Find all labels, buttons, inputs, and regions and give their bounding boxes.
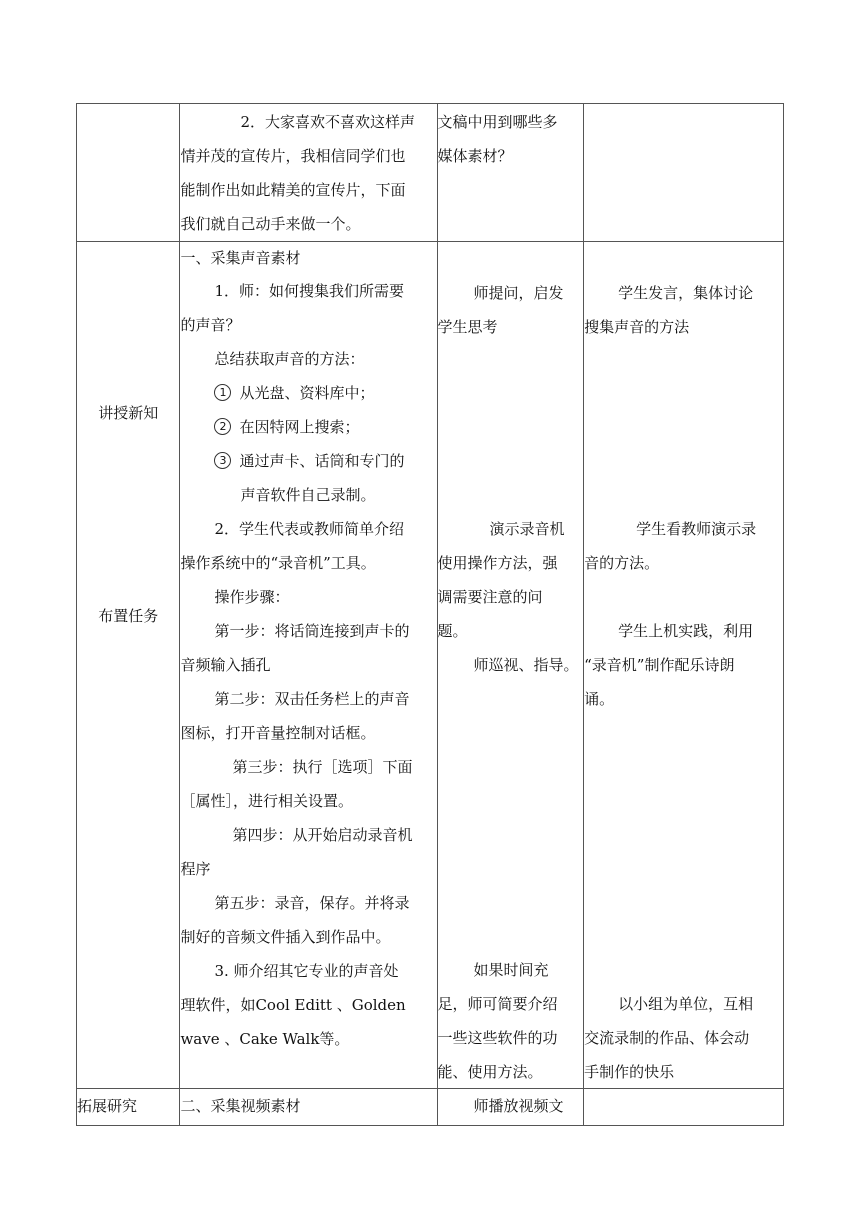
text-line: wave 、Cake Walk等。 — [180, 1030, 350, 1048]
teacher-activity: 师巡视、指导。 — [473, 656, 579, 674]
stage-cell — [77, 1089, 180, 1126]
section-heading: 一、采集声音素材 — [180, 249, 301, 267]
teacher-activity: 演示录音机 使用操作方法，强 调需要注意的问 题。 — [437, 520, 565, 640]
teacher-activity: 师提问，启发 学生思考 — [437, 284, 564, 336]
text-line: 我们就自己动手来做一个。 — [180, 215, 361, 233]
stage-label-task: 布置任务 — [98, 607, 159, 625]
stage-label-extend: 拓展研究 — [77, 1097, 138, 1115]
text-line: 1．师：如何搜集我们所需要 — [214, 282, 404, 300]
student-activity: 学生看教师演示录 音的方法。 — [584, 520, 757, 572]
text-line: 的声音？ — [180, 316, 241, 334]
text-line: 2．学生代表或教师简单介绍 — [214, 520, 404, 538]
lesson-plan-table — [76, 103, 784, 1126]
table-row — [77, 1089, 784, 1126]
teacher-cell — [437, 104, 584, 242]
text-line: 声音软件自己录制。 — [240, 486, 376, 504]
text-line: 第一步：将话筒连接到声卡的 — [214, 622, 410, 640]
content-cell — [180, 1089, 437, 1126]
text-line: 媒体素材？ — [437, 147, 513, 165]
text-line: 理软件，如Cool Editt 、Golden — [180, 996, 406, 1014]
teacher-activity: 如果时间充 足，师可简要介绍 一些这些软件的功 能、使用方法。 — [437, 961, 558, 1081]
table-row — [77, 104, 784, 242]
text-line: 总结获取声音的方法： — [214, 350, 365, 368]
student-activity: 学生上机实践，利用 “录音机”制作配乐诗朗 诵。 — [584, 622, 754, 708]
list-item: 1 从光盘、资料库中； — [180, 376, 436, 410]
text-line: 3. 师介绍其它专业的声音处 — [214, 962, 399, 980]
text-line: ［属性］，进行相关设置。 — [180, 792, 353, 810]
stage-label-teach: 讲授新知 — [98, 404, 159, 422]
text-line: 第四步：从开始启动录音机 — [232, 826, 413, 844]
student-activity: 以小组为单位，互相 交流录制的作品、体会动 手制作的快乐 — [584, 995, 754, 1081]
text-line: 制好的音频文件插入到作品中。 — [180, 928, 391, 946]
circled-number: 2 — [214, 418, 231, 435]
text-line: 第二步：双击任务栏上的声音 — [214, 690, 410, 708]
student-activity: 学生发言，集体讨论 搜集声音的方法 — [584, 284, 754, 336]
text-line: 音频输入插孔 — [180, 656, 271, 674]
list-item: 2 在因特网上搜索； — [180, 410, 436, 444]
content-cell — [180, 242, 437, 1089]
list-item: 3 通过声卡、话筒和专门的 — [180, 444, 436, 478]
text-line: 第三步：执行［选项］下面 — [232, 758, 413, 776]
teacher-activity: 师播放视频文 — [473, 1097, 564, 1115]
content-cell — [180, 104, 437, 242]
student-cell — [584, 242, 784, 1089]
student-cell — [584, 1089, 784, 1126]
text-line: 程序 — [180, 860, 211, 878]
circled-number: 1 — [214, 384, 231, 401]
table-row — [77, 242, 784, 1089]
text-line: 图标，打开音量控制对话框。 — [180, 724, 376, 742]
section-heading: 二、采集视频素材 — [180, 1097, 301, 1115]
teacher-cell — [437, 242, 584, 1089]
circled-number: 3 — [214, 452, 231, 469]
text-line: 操作步骤： — [214, 588, 290, 606]
text-line: 文稿中用到哪些多 — [437, 113, 558, 131]
text-line: 能制作出如此精美的宣传片，下面 — [180, 181, 406, 199]
student-cell — [584, 104, 784, 242]
text-line: 第五步：录音，保存。并将录 — [214, 894, 410, 912]
text-line: 操作系统中的“录音机”工具。 — [180, 554, 376, 572]
text-line: 2．大家喜欢不喜欢这样声 — [240, 113, 415, 131]
teacher-cell — [437, 1089, 584, 1126]
text-line: 情并茂的宣传片，我相信同学们也 — [180, 147, 406, 165]
stage-cell — [77, 242, 180, 1089]
stage-cell — [77, 104, 180, 242]
